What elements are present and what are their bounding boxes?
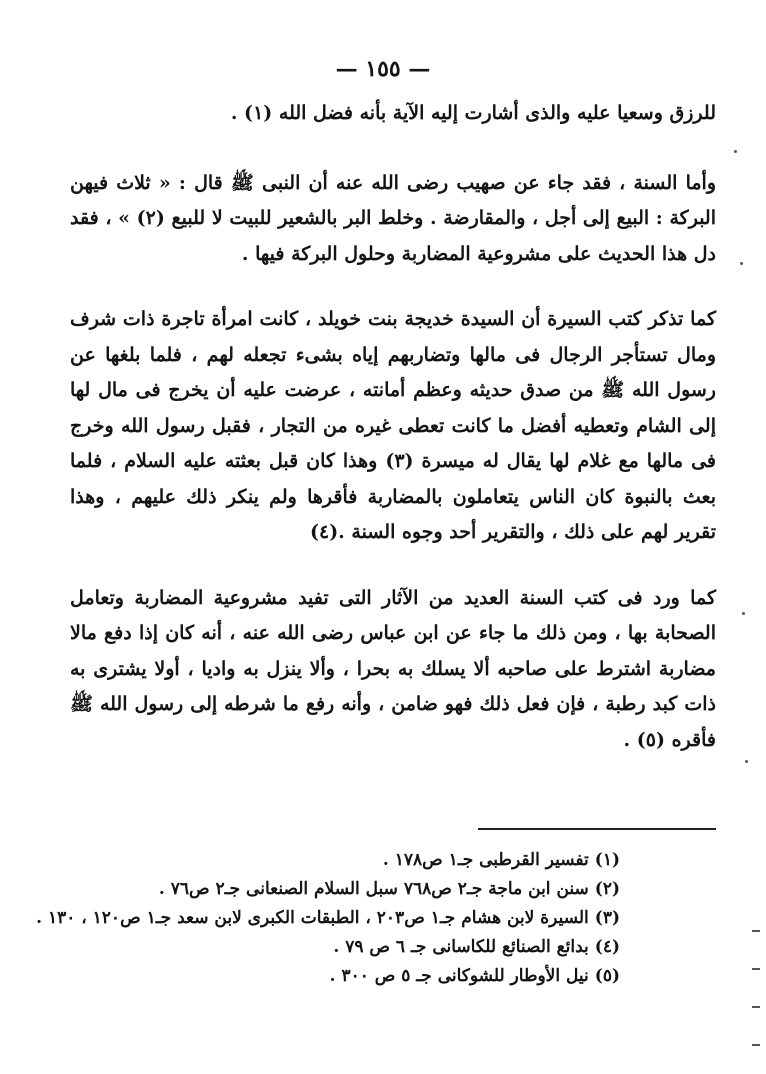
scan-artifact bbox=[740, 262, 743, 265]
footnote-item bbox=[120, 875, 620, 904]
footnote-text: تفسير القرطبى جـ١ ص١٧٨ . bbox=[382, 850, 589, 870]
footnotes-list bbox=[36, 846, 620, 991]
scan-artifact bbox=[752, 968, 760, 970]
footnote-text: السيرة لابن هشام جـ١ ص٢٠٣ ، الطبقات الكبرى لابن سعد جـ١ ص١٢٠ ، ١٣٠ . bbox=[36, 908, 589, 928]
footnote-number: (١) bbox=[594, 850, 620, 870]
scan-artifact bbox=[745, 760, 748, 763]
scan-artifact bbox=[752, 930, 760, 932]
page-number: — ١٥٥ — bbox=[335, 56, 431, 82]
paragraph: كما تذكر كتب السيرة أن السيدة خديجة بنت خويلد ، كانت امرأة تاجرة ذات شرف ومال تستأجر الرجال فى مالها وتضاربهم إياه بشىء تجعله لهم ، فلما بلغها عن رسول الله ﷺ من صدق حديثه وعظم أمانته ، عرضت عليه أن يخرج فى مال لها إلى الشام وتعطيه أفضل ما كانت تعطى غيره من التجار ، فقبل رسول الله وخرج فى مالها مع غلام لها يقال له ميسرة (٣) وهذا كان قبل بعثته عليه السلام ، فلما بعث بالنبوة كان الناس يتعاملون بالمضاربة فأقرها ولم ينكر ذلك عليهم ، وهذا تقرير لهم على ذلك ، والتقرير أحد وجوه السنة .(٤) bbox=[70, 308, 716, 543]
footnote-divider bbox=[478, 828, 716, 830]
scan-artifact bbox=[752, 1044, 760, 1046]
footnote-item bbox=[120, 933, 620, 962]
footnote-item bbox=[120, 962, 620, 991]
footnote-number: (٥) bbox=[594, 966, 620, 986]
footnote-number: (٤) bbox=[594, 937, 620, 957]
footnote-text: نيل الأوطار للشوكانى جـ ٥ ص ٣٠٠ . bbox=[329, 966, 589, 986]
footnote-text: سنن ابن ماجة جـ٢ ص٧٦٨ سبل السلام الصنعانى جـ٢ ص٧٦ . bbox=[158, 879, 589, 899]
footnote-text: بدائع الصنائع للكاسانى جـ ٦ ص ٧٩ . bbox=[333, 937, 589, 957]
paragraph: للرزق وسعيا عليه والذى أشارت إليه الآية بأنه فضل الله (١) . bbox=[230, 102, 716, 124]
scan-artifact bbox=[752, 1006, 760, 1008]
main-text bbox=[70, 96, 716, 758]
footnote-item bbox=[120, 846, 620, 875]
scan-artifact bbox=[734, 150, 737, 153]
footnote-number: (٢) bbox=[594, 879, 620, 899]
footnote-item bbox=[36, 904, 620, 933]
paragraph: كما ورد فى كتب السنة العديد من الآثار التى تفيد مشروعية المضاربة وتعامل الصحابة بها ، ومن ذلك ما جاء عن ابن عباس رضى الله عنه ، أنه كان إذا دفع مالا مضاربة اشترط على صاحبه ألا يسلك به بحرا ، وألا ينزل به واديا ، أولا يشترى به ذات كبد رطبة ، فإن فعل ذلك فهو ضامن ، وأنه رفع ما شرطه إلى رسول الله ﷺ فأقره (٥) . bbox=[70, 586, 716, 751]
footnote-number: (٣) bbox=[594, 908, 620, 928]
paragraph: وأما السنة ، فقد جاء عن صهيب رضى الله عنه أن النبى ﷺ قال : « ثلاث فيهن البركة : البيع إلى أجل ، والمقارضة . وخلط البر بالشعير للبيت لا للبيع (٢) » ، فقد دل هذا الحديث على مشروعية المضاربة وحلول البركة فيها . bbox=[70, 171, 716, 265]
scan-artifact bbox=[742, 612, 745, 615]
